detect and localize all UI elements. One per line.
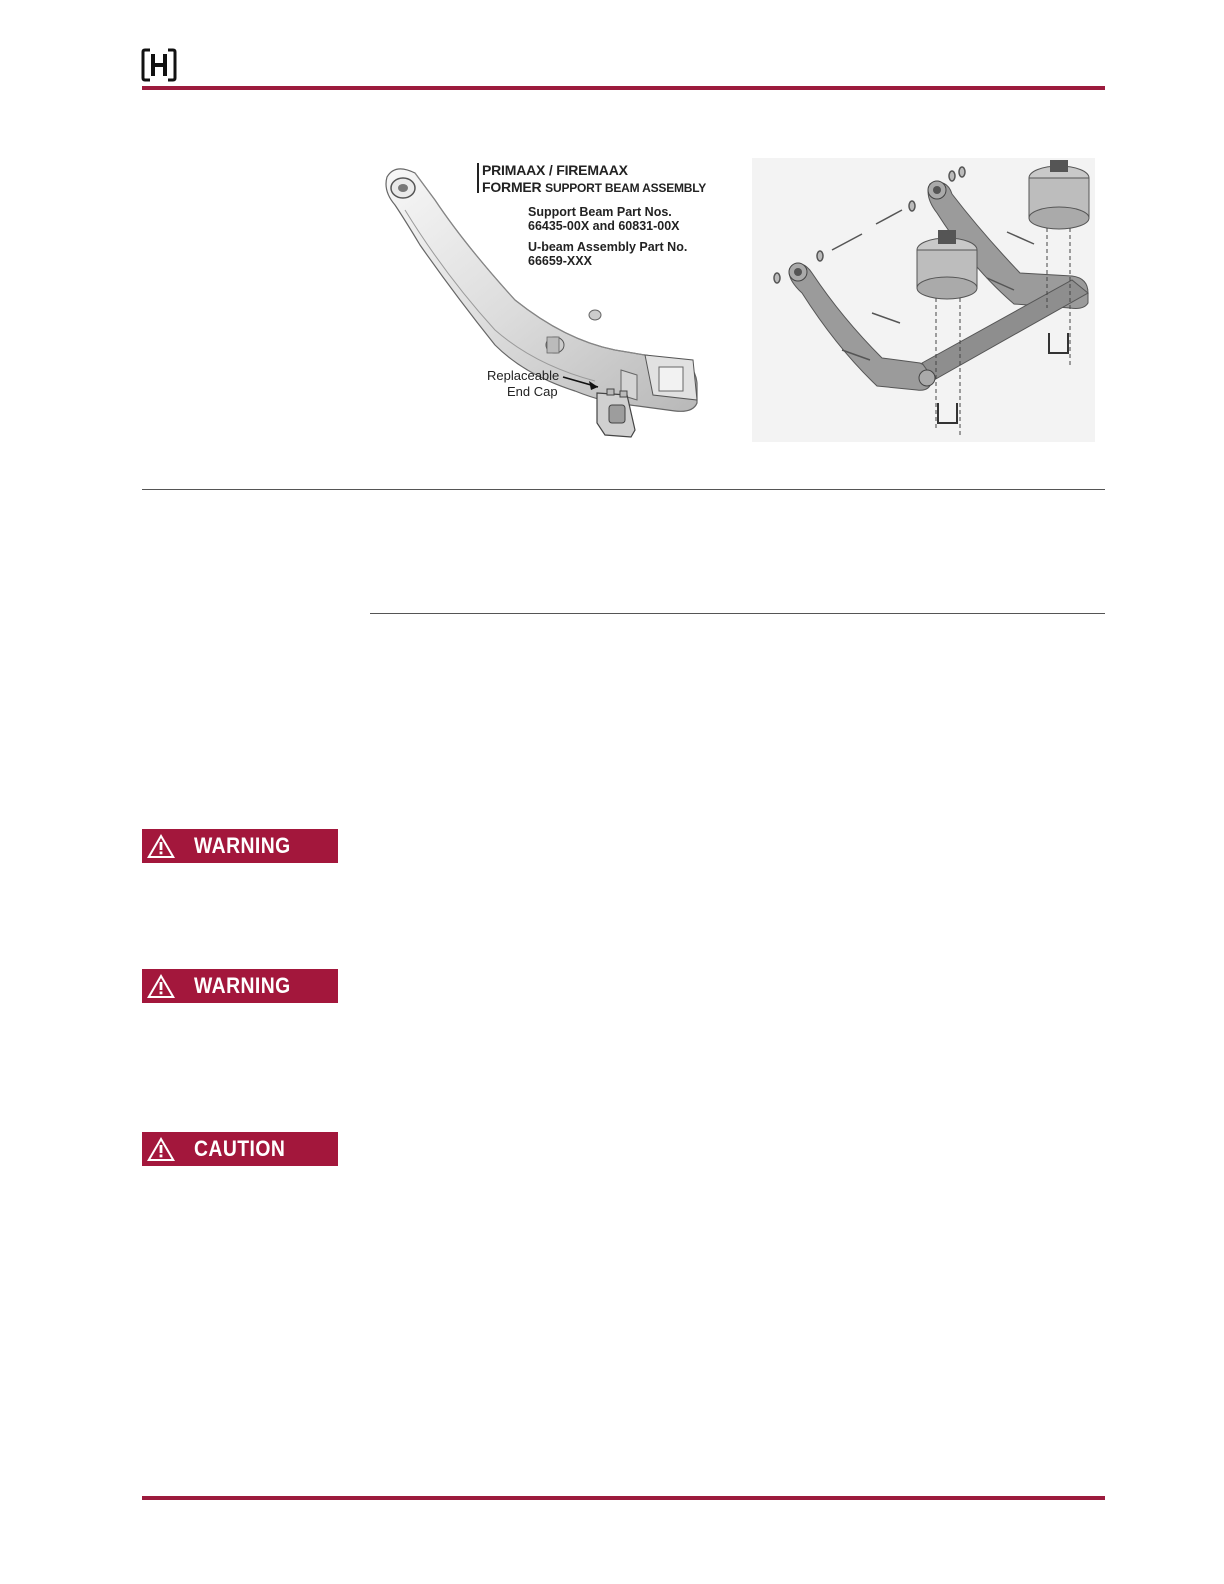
warning-triangle-icon [144,969,178,1003]
section-divider [142,489,1105,490]
header-rule [142,86,1105,90]
title-bar [477,163,479,193]
support-beam-label: Support Beam Part Nos. [528,205,672,219]
exploded-u-beam-assembly-illustration [752,158,1095,442]
caution-badge [142,1132,338,1166]
u-beam-part: 66659-XXX [528,254,592,268]
warning-triangle-icon [144,829,178,863]
figure-title-rest: SUPPORT BEAM ASSEMBLY [545,181,707,195]
caution-triangle-icon [144,1132,178,1166]
warning-label: WARNING [194,973,291,998]
callout-line2: End Cap [507,384,558,399]
support-beam-illustration [375,155,720,445]
caution-label: CAUTION [194,1136,286,1161]
warning-badge [142,969,338,1003]
h-logo-icon [141,48,177,82]
u-beam-label: U-beam Assembly Part No. [528,240,688,254]
support-beam-parts: 66435-00X and 60831-00X [528,219,680,233]
warning-badge [142,829,338,863]
subsection-divider [370,613,1105,614]
footer-rule [142,1496,1105,1500]
figure-title-prefix: FORMER [482,179,542,195]
warning-label: WARNING [194,833,291,858]
figure-title-line1: PRIMAAX / FIREMAAX [482,162,628,178]
figure-title-line2 [482,179,706,195]
callout-line1: Replaceable [487,368,560,383]
